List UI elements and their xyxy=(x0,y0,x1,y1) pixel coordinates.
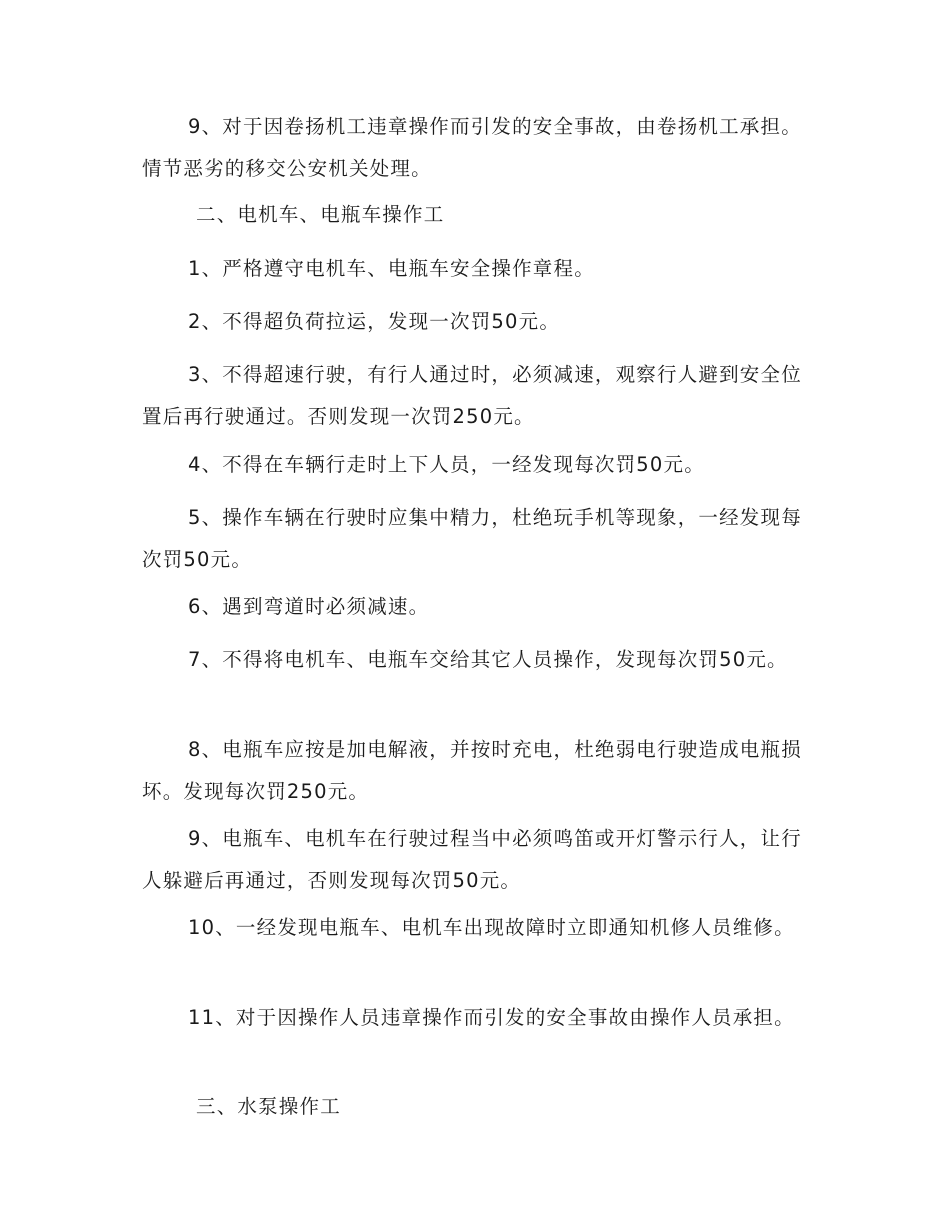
paragraph-rule-5: 5、操作车辆在行驶时应集中精力，杜绝玩手机等现象，一经发现每次罚50元。 xyxy=(142,506,802,571)
section-heading-electric-vehicle: 二、电机车、电瓶车操作工 xyxy=(196,203,445,226)
paragraph-rule-3: 3、不得超速行驶，有行人通过时，必须减速，观察行人避到安全位置后再行驶通过。否则发现一次罚250元。 xyxy=(142,363,802,428)
section-heading-water-pump: 三、水泵操作工 xyxy=(196,1095,341,1118)
paragraph-rule-11: 11、对于因操作人员违章操作而引发的安全事故由操作人员承担。 xyxy=(188,1006,795,1029)
paragraph-rule-8: 8、电瓶车应按是加电解液，并按时充电，杜绝弱电行驶造成电瓶损坏。发现每次罚250元。 xyxy=(142,738,802,803)
paragraph-rule-10: 10、一经发现电瓶车、电机车出现故障时立即通知机修人员维修。 xyxy=(188,916,795,939)
paragraph-rule-9: 9、电瓶车、电机车在行驶过程当中必须鸣笛或开灯警示行人，让行人躲避后再通过，否则发现每次罚50元。 xyxy=(142,827,802,892)
paragraph-rule-7: 7、不得将电机车、电瓶车交给其它人员操作，发现每次罚50元。 xyxy=(188,648,788,671)
paragraph-hoist-accident: 9、对于因卷扬机工违章操作而引发的安全事故，由卷扬机工承担。情节恶劣的移交公安机关处理。 xyxy=(142,115,802,180)
paragraph-rule-2: 2、不得超负荷拉运，发现一次罚50元。 xyxy=(188,310,561,333)
paragraph-rule-6: 6、遇到弯道时必须减速。 xyxy=(188,595,430,618)
paragraph-rule-4: 4、不得在车辆行走时上下人员，一经发现每次罚50元。 xyxy=(188,453,705,476)
paragraph-rule-1: 1、严格遵守电机车、电瓶车安全操作章程。 xyxy=(188,257,595,280)
